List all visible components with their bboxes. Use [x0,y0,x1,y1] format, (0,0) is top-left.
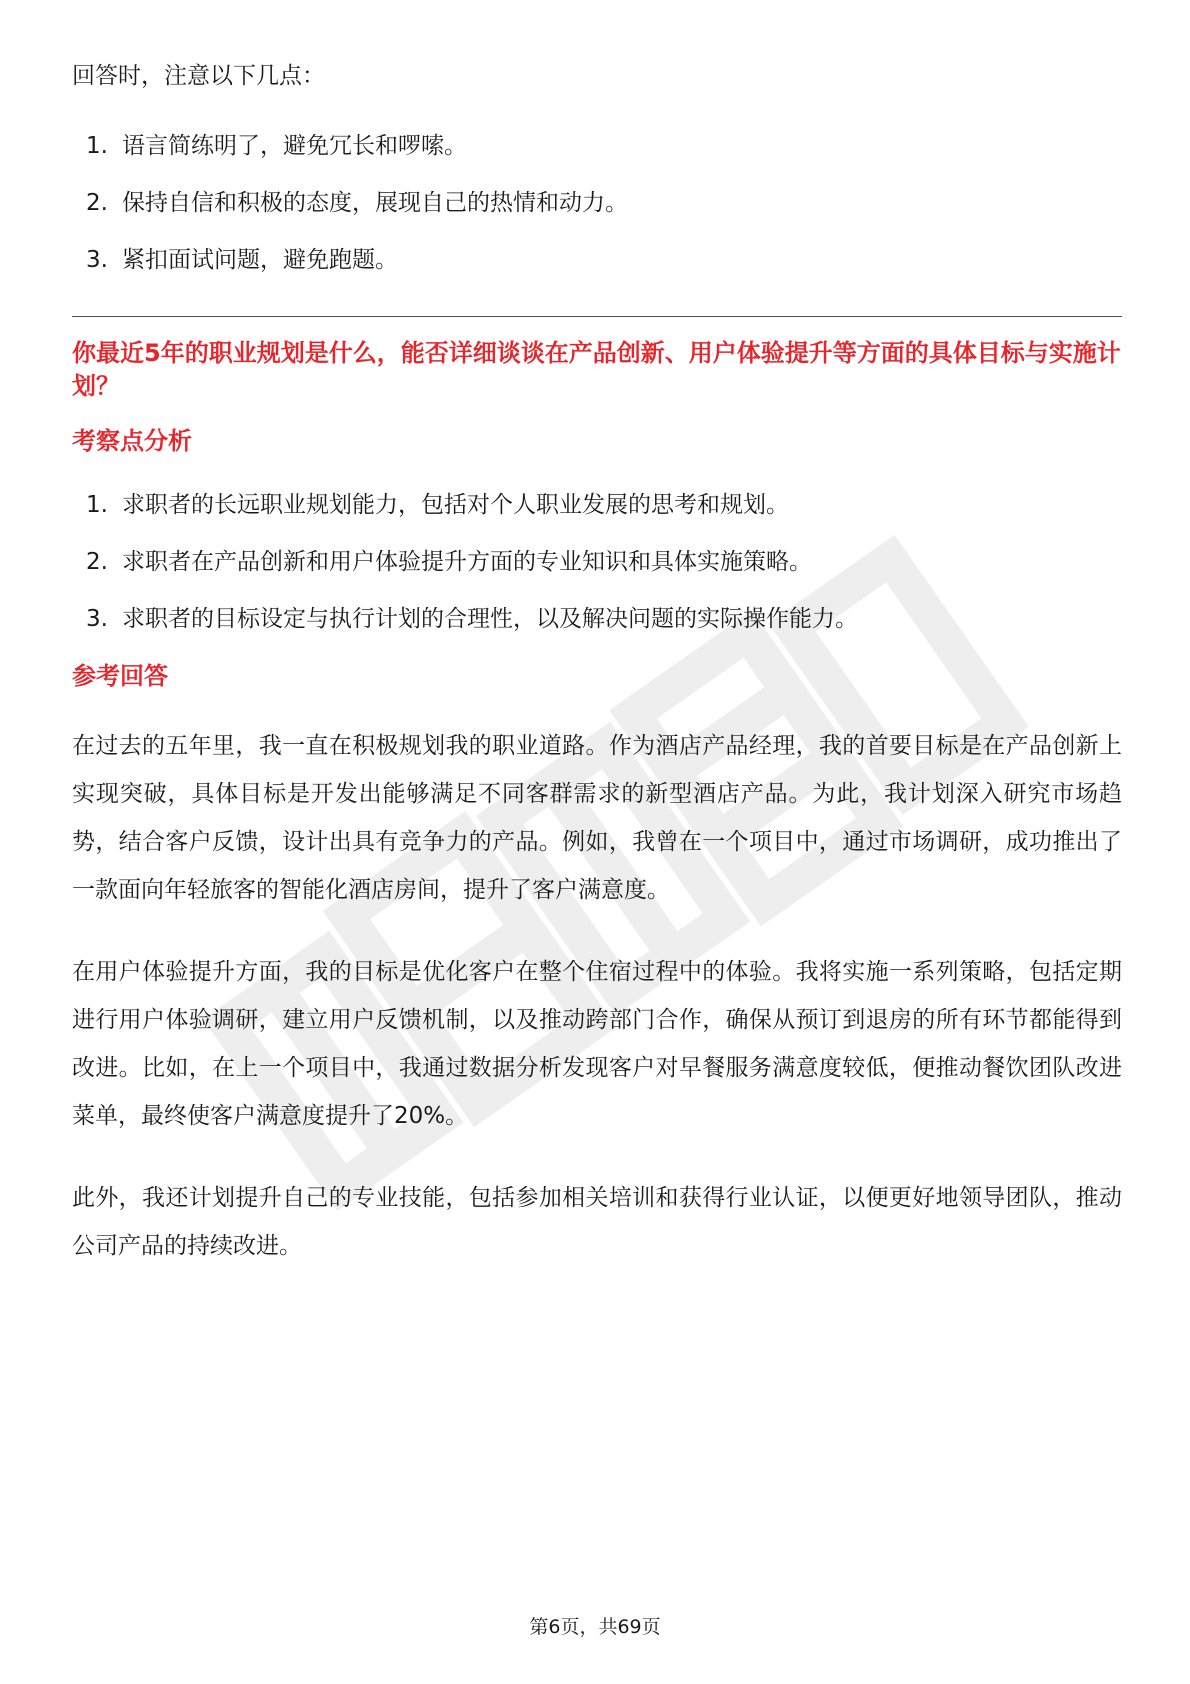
question-heading: 你最近5年的职业规划是什么，能否详细谈谈在产品创新、用户体验提升等方面的具体目标与实施计划？ [72,339,1121,400]
list-number: 3. [86,247,108,273]
reference-title: 参考回答 [72,662,168,690]
intro-text: 回答时，注意以下几点： [72,63,325,89]
list-item [72,603,1122,635]
list-text: 求职者在产品创新和用户体验提升方面的专业知识和具体实施策略。 [122,549,812,575]
list-item [72,130,1122,162]
list-item [72,244,1122,276]
reference-paragraph: 此外，我还计划提升自己的专业技能，包括参加相关培训和获得行业认证，以便更好地领导团队，推动公司产品的持续改进。 [72,1185,1122,1259]
section-divider [72,316,1122,317]
list-number: 2. [86,549,108,575]
reference-paragraph: 在过去的五年里，我一直在积极规划我的职业道路。作为酒店产品经理，我的首要目标是在产品创新上实现突破，具体目标是开发出能够满足不同客群需求的新型酒店产品。为此，我计划深入研究市场趋势，结合客户反馈，设计出具有竞争力的产品。例如，我曾在一个项目中，通过市场调研，成功推出了一款面向年轻旅客的智能化酒店房间，提升了客户满意度。 [72,733,1122,903]
list-text: 保持自信和积极的态度，展现自己的热情和动力。 [122,190,628,216]
tips-list [72,130,1122,276]
list-text: 语言简练明了，避免冗长和啰嗦。 [122,133,467,159]
analysis-list [72,489,1122,635]
list-number: 3. [86,606,108,632]
page-number: 第6页，共69页 [529,1616,661,1638]
list-number: 2. [86,190,108,216]
list-text: 求职者的目标设定与执行计划的合理性，以及解决问题的实际操作能力。 [122,606,858,632]
content-area [72,60,1122,1304]
list-item [72,489,1122,521]
reference-paragraph: 在用户体验提升方面，我的目标是优化客户在整个住宿过程中的体验。我将实施一系列策略，包括定期进行用户体验调研，建立用户反馈机制，以及推动跨部门合作，确保从预订到退房的所有环节都能得到改进。比如，在上一个项目中，我通过数据分析发现客户对早餐服务满意度较低，便推动餐饮团队改进菜单，最终使客户满意度提升了20%。 [72,959,1122,1129]
list-number: 1. [86,133,108,159]
list-number: 1. [86,492,108,518]
list-text: 求职者的长远职业规划能力，包括对个人职业发展的思考和规划。 [122,492,789,518]
list-item [72,546,1122,578]
list-item [72,187,1122,219]
list-text: 紧扣面试问题，避免跑题。 [122,247,398,273]
analysis-title: 考察点分析 [72,427,192,455]
